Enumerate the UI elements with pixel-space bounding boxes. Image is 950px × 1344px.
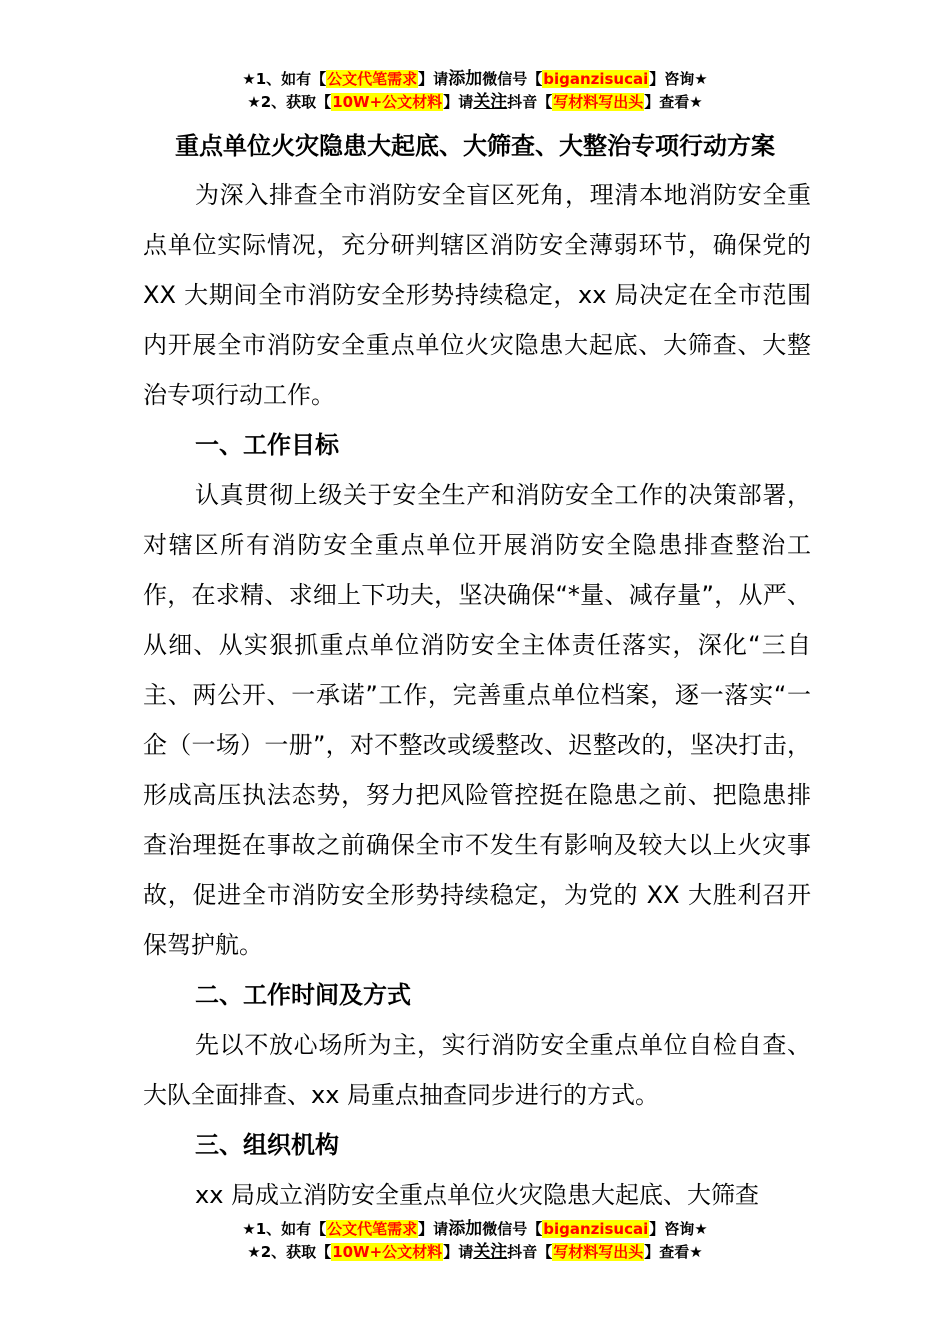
ad-line-2 bbox=[0, 91, 950, 114]
ad-emphasis: 添加 bbox=[448, 1219, 483, 1239]
ad-highlight: 写材料写出头 bbox=[553, 93, 644, 111]
ad-emphasis: 关注 bbox=[473, 92, 508, 112]
section-1-heading: 一、工作目标 bbox=[195, 431, 339, 459]
ad-text: ★1、如有【 bbox=[242, 1220, 327, 1238]
bottom-ad-banner bbox=[0, 1218, 950, 1264]
section-3-paragraph: xx 局成立消防安全重点单位火灾隐患大起底、大筛查 bbox=[195, 1181, 760, 1209]
ad-text: 】咨询★ bbox=[649, 1220, 708, 1238]
ad-line-1 bbox=[0, 1218, 950, 1241]
ad-highlight: 公文代笔需求 bbox=[327, 70, 418, 88]
top-ad-banner bbox=[0, 68, 950, 114]
ad-emphasis: 添加 bbox=[448, 69, 483, 89]
ad-text: 】查看★ bbox=[644, 93, 703, 111]
document-body bbox=[143, 170, 811, 1220]
ad-text: 】请 bbox=[443, 93, 474, 111]
ad-highlight: biganzisucai bbox=[543, 1220, 649, 1238]
ad-highlight: 10W+公文材料 bbox=[332, 93, 443, 111]
ad-text: 微信号【 bbox=[482, 1220, 543, 1238]
ad-line-1 bbox=[0, 68, 950, 91]
ad-text: ★2、获取【 bbox=[247, 1243, 332, 1261]
ad-text: 】咨询★ bbox=[649, 70, 708, 88]
section-1-paragraph: 认真贯彻上级关于安全生产和消防安全工作的决策部署，对辖区所有消防安全重点单位开展消防安全隐患排查整治工作，在求精、求细上下功夫，坚决确保“*量、减存量”，从严、从细、从实狠抓重点单位消防安全主体责任落实，深化“三自主、两公开、一承诺”工作，完善重点单位档案，逐一落实“一企（一场）一册”，对不整改或缓整改、迟整改的，坚决打击，形成高压执法态势，努力把风险管控挺在隐患之前、把隐患排查治理挺在事故之前确保全市不发生有影响及较大以上火灾事故，促进全市消防安全形势持续稳定，为党的 XX 大胜利召开保驾护航。 bbox=[143, 481, 811, 959]
ad-highlight: 公文代笔需求 bbox=[327, 1220, 418, 1238]
ad-text: 微信号【 bbox=[482, 70, 543, 88]
ad-text: 】请 bbox=[418, 1220, 449, 1238]
section-2-heading: 二、工作时间及方式 bbox=[195, 981, 411, 1009]
intro-paragraph: 为深入排查全市消防安全盲区死角，理清本地消防安全重点单位实际情况，充分研判辖区消防安全薄弱环节，确保党的 XX 大期间全市消防安全形势持续稳定，xx 局决定在全市范围内开展全市消防安全重点单位火灾隐患大起底、大筛查、大整治专项行动工作。 bbox=[143, 181, 811, 409]
ad-text: ★1、如有【 bbox=[242, 70, 327, 88]
ad-line-2 bbox=[0, 1241, 950, 1264]
document-title: 重点单位火灾隐患大起底、大筛查、大整治专项行动方案 bbox=[175, 132, 775, 160]
ad-highlight: 10W+公文材料 bbox=[332, 1243, 443, 1261]
ad-text: 抖音【 bbox=[507, 93, 553, 111]
section-2-paragraph: 先以不放心场所为主，实行消防安全重点单位自检自查、大队全面排查、xx 局重点抽查同步进行的方式。 bbox=[143, 1031, 811, 1109]
ad-highlight: 写材料写出头 bbox=[553, 1243, 644, 1261]
ad-text: 抖音【 bbox=[507, 1243, 553, 1261]
ad-text: 】查看★ bbox=[644, 1243, 703, 1261]
ad-text: 】请 bbox=[443, 1243, 474, 1261]
ad-text: ★2、获取【 bbox=[247, 93, 332, 111]
section-3-heading: 三、组织机构 bbox=[195, 1131, 339, 1159]
ad-text: 】请 bbox=[418, 70, 449, 88]
ad-highlight: biganzisucai bbox=[543, 70, 649, 88]
ad-emphasis: 关注 bbox=[473, 1242, 508, 1262]
